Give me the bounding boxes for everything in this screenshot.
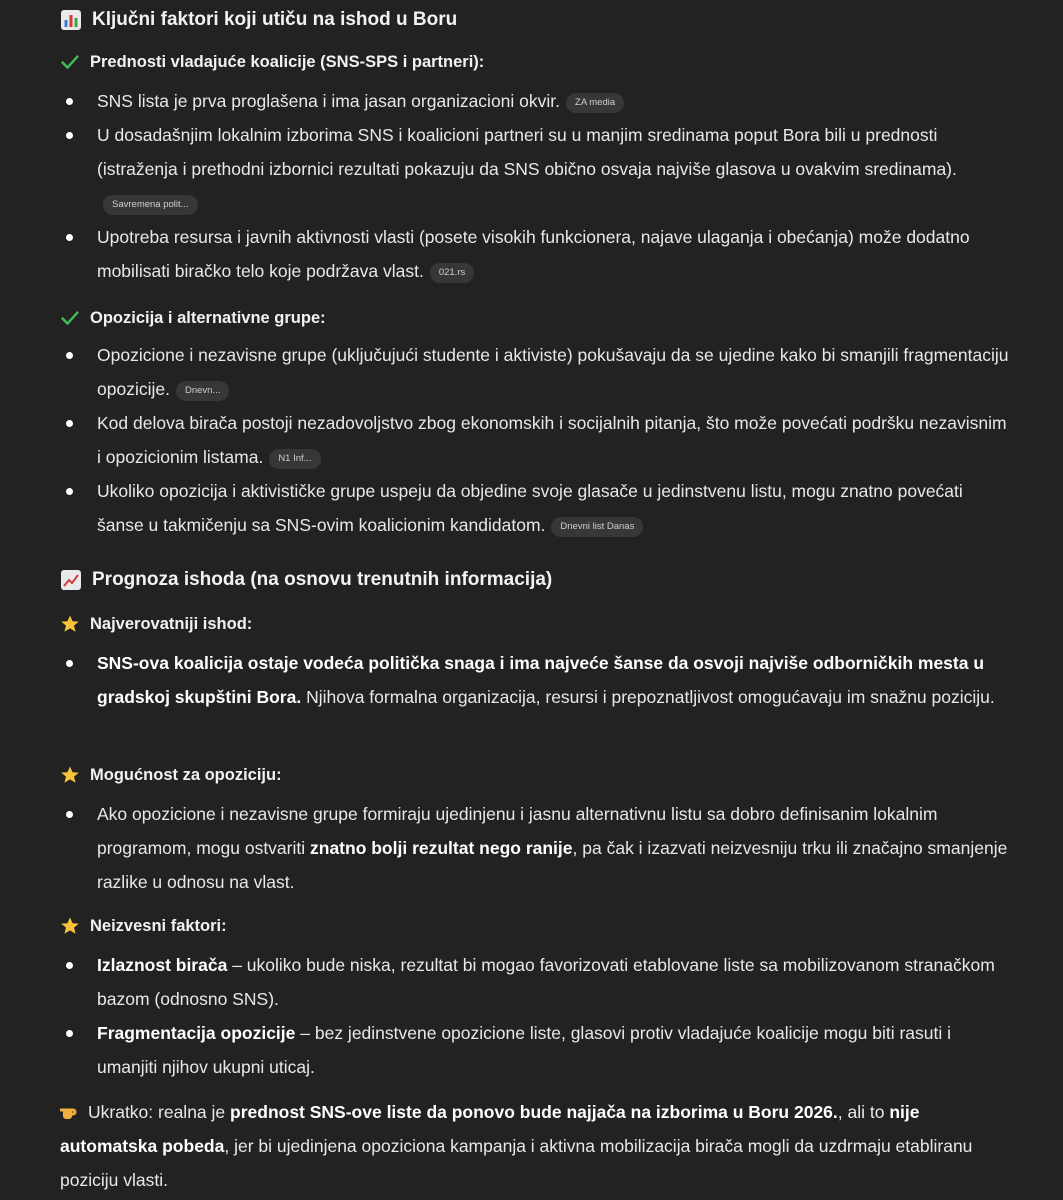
check-icon <box>60 52 80 72</box>
coalition-list <box>60 84 1010 288</box>
list-item: Izlaznost birača – ukoliko bude niska, rezultat bi mogao favorizovati etablovane liste sa mobilizovanom stranačkom bazom (odnosno SNS). <box>60 948 1010 1016</box>
summary-paragraph: Ukratko: realna je prednost SNS-ove liste da ponovo bude najjača na izborima u Boru 2026., ali to nije automatska pobeda, jer bi ujedinjena opoziciona kampanja i aktivna mobilizacija birača mogli da uzdrmaju etabliranu poziciju vlasti. <box>60 1102 973 1190</box>
bar-chart-icon <box>60 9 82 31</box>
source-chip[interactable]: N1 Inf... <box>269 449 320 469</box>
opposition-list <box>60 338 1010 542</box>
source-chip[interactable]: Dnevni list Danas <box>551 517 643 537</box>
group-title: Prednosti vladajuće koalicije (SNS-SPS i partneri): <box>90 53 485 71</box>
group-heading-likely <box>60 612 252 636</box>
star-icon <box>60 916 80 936</box>
list-item: U dosadašnjim lokalnim izborima SNS i koalicioni partneri su u manjim sredinama poput Bora bili u prednosti (istraženja i prethodni izbornici rezultati pokazuju da SNS obično osvaja najviše glasova u ovakvim sredinama).Savremena polit... <box>60 118 1010 220</box>
group-heading-uncertain <box>60 914 227 938</box>
pointing-hand-icon <box>60 1101 82 1121</box>
list-item: SNS-ova koalicija ostaje vodeća politička snaga i ima najveće šanse da osvoji najviše odborničkih mesta u gradskoj skupštini Bora. Njihova formalna organizacija, resursi i prepoznatljivost omogućavaju im snažnu poziciju. <box>60 646 1010 714</box>
source-chip[interactable]: 021.rs <box>430 263 474 283</box>
group-title: Neizvesni faktori: <box>90 917 227 935</box>
list-item: Fragmentacija opozicije – bez jedinstvene opozicione liste, glasovi protiv vladajuće koalicije mogu biti rasuti i umanjiti njihov ukupni uticaj. <box>60 1016 1010 1084</box>
trending-up-icon <box>60 569 82 591</box>
likely-list <box>60 646 1010 714</box>
uncertain-list <box>60 948 1010 1084</box>
list-item: Upotreba resursa i javnih aktivnosti vlasti (posete visokih funkcionera, najave ulaganja i obećanja) može dodatno mobilisati biračko telo koje podržava vlast. 021.rs <box>60 220 1010 288</box>
list-item: Kod delova birača postoji nezadovoljstvo zbog ekonomskih i socijalnih pitanja, što može povećati podršku nezavisnim i opozicionim listama. N1 Inf... <box>60 406 1010 474</box>
section-heading-factors <box>60 6 457 34</box>
group-heading-opposition-chance <box>60 763 282 787</box>
star-icon <box>60 614 80 634</box>
opposition-chance-list <box>60 797 1010 899</box>
group-title: Najverovatniji ishod: <box>90 615 253 633</box>
source-chip[interactable]: Dnevn... <box>176 381 229 401</box>
group-title: Mogućnost za opoziciju: <box>90 766 282 784</box>
list-item: Opozicione i nezavisne grupe (uključujući studente i aktiviste) pokušavaju da se ujedine kako bi smanjili fragmentaciju opozicije. Dnevn... <box>60 338 1010 406</box>
section-title: Ključni faktori koji utiču na ishod u Boru <box>92 9 458 30</box>
list-item: Ako opozicione i nezavisne grupe formiraju ujedinjenu i jasnu alternativnu listu sa dobro definisanim lokalnim programom, mogu ostvariti znatno bolji rezultat nego ranije, pa čak i izazvati neizvesniju trku ili značajno smanjenje razlike u odnosu na vlast. <box>60 797 1010 899</box>
source-chip[interactable]: Savremena polit... <box>103 195 198 215</box>
list-item: SNS lista je prva proglašena i ima jasan organizacioni okvir. ZA media <box>60 84 1010 118</box>
section-heading-forecast <box>60 566 552 594</box>
group-heading-opposition <box>60 306 326 330</box>
star-icon <box>60 765 80 785</box>
check-icon <box>60 308 80 328</box>
group-heading-coalition <box>60 50 484 74</box>
group-title: Opozicija i alternativne grupe: <box>90 309 326 327</box>
section-title: Prognoza ishoda (na osnovu trenutnih informacija) <box>92 569 553 590</box>
source-chip[interactable]: ZA media <box>566 93 624 113</box>
list-item: Ukoliko opozicija i aktivističke grupe uspeju da objedine svoje glasače u jedinstvenu listu, mogu znatno povećati šanse u takmičenju sa SNS-ovim koalicionim kandidatom. Dnevni list Danas <box>60 474 1010 542</box>
